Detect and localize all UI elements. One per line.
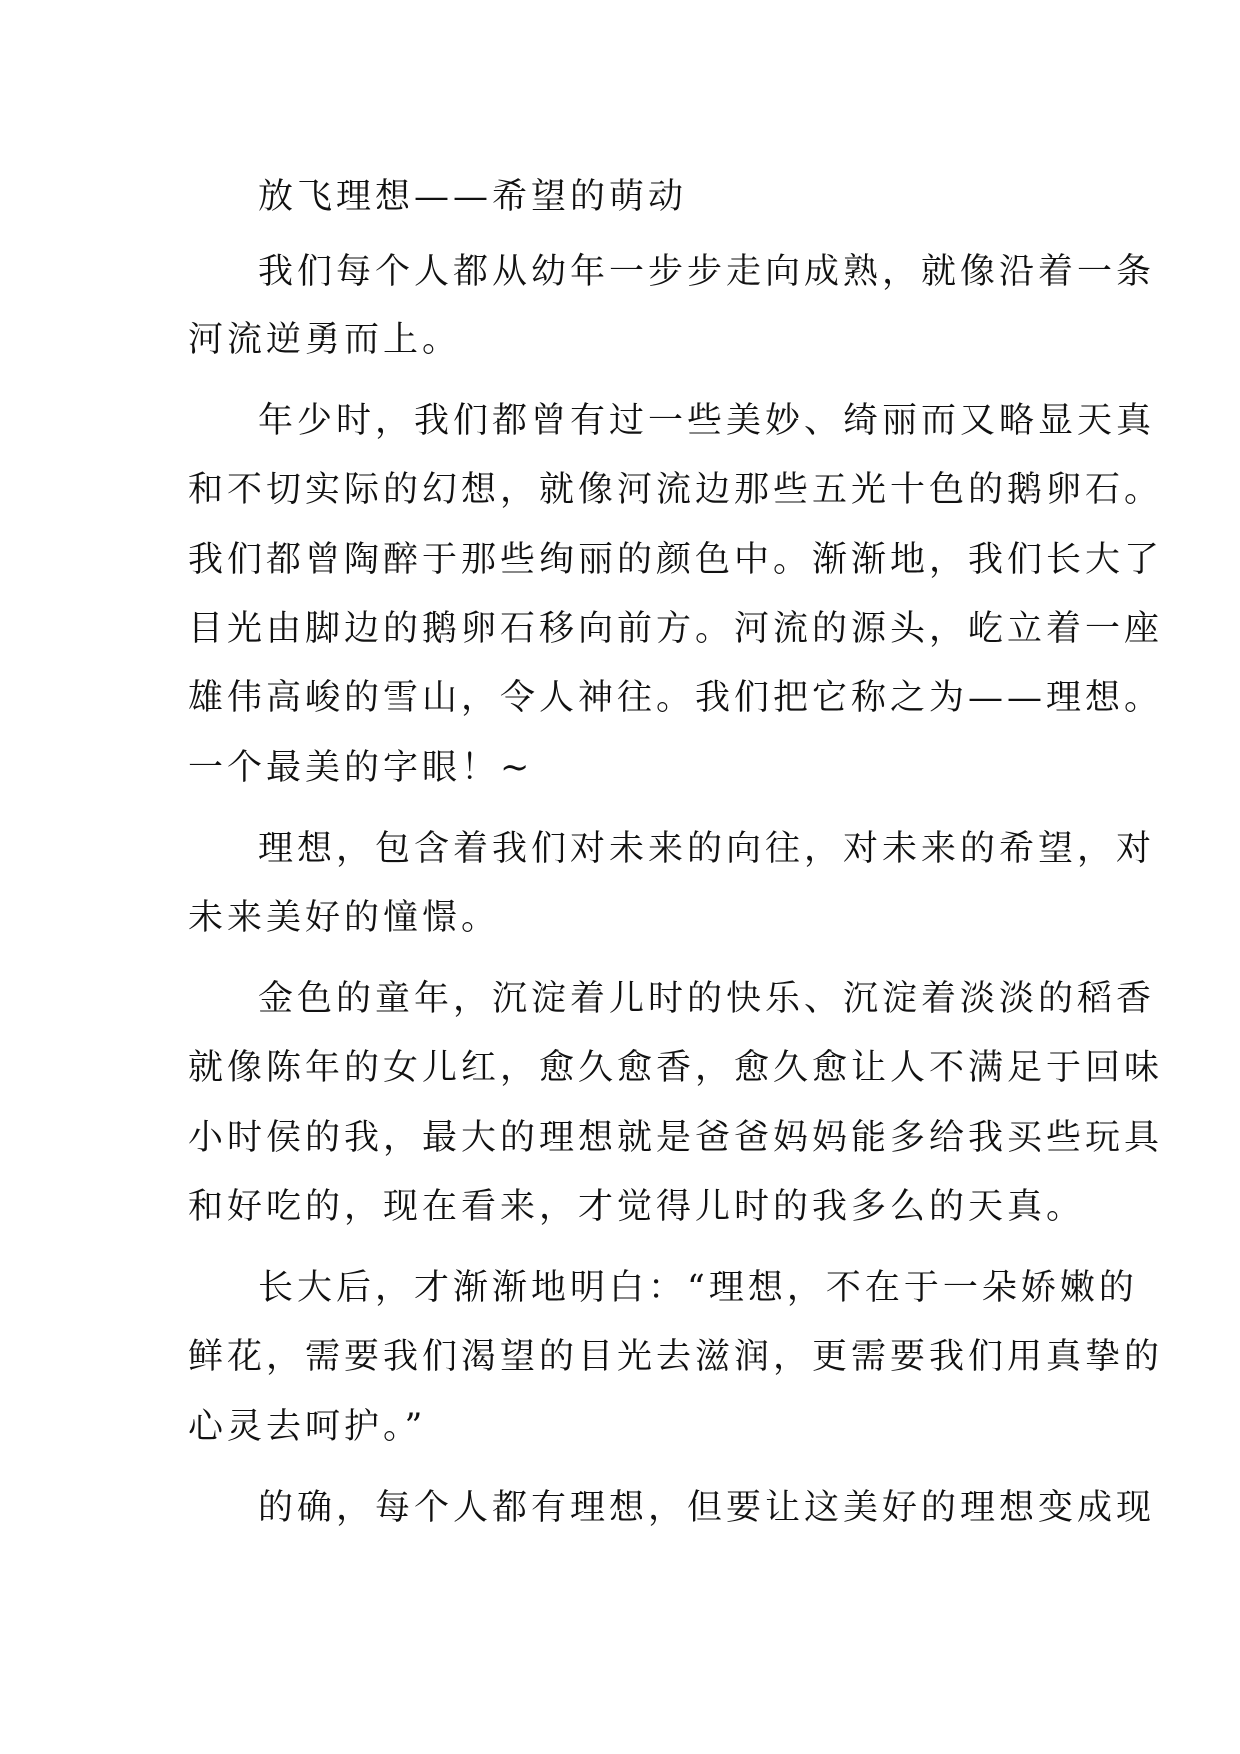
text-line: 我们每个人都从幼年一步步走向成熟，就像沿着一条 — [258, 252, 1156, 292]
text-line: 未来美好的憧憬。 — [188, 898, 501, 938]
text-line: 我们都曾陶醉于那些绚丽的颜色中。渐渐地，我们长大了 — [188, 540, 1164, 580]
text-line: 年少时，我们都曾有过一些美妙、绮丽而又略显天真 — [258, 401, 1156, 441]
text-line: 就像陈年的女儿红，愈久愈香，愈久愈让人不满足于回味 — [188, 1048, 1164, 1088]
text-line: 一个最美的字眼！~ — [188, 748, 534, 788]
text-line: 理想，包含着我们对未来的向往，对未来的希望，对 — [258, 829, 1156, 869]
text-line: 雄伟高峻的雪山，令人神往。我们把它称之为——理想。 — [188, 678, 1164, 718]
text-line: 的确，每个人都有理想，但要让这美好的理想变成现 — [258, 1488, 1156, 1528]
document-title: 放飞理想——希望的萌动 — [258, 177, 688, 217]
text-line: 河流逆勇而上。 — [188, 320, 462, 360]
text-line: 长大后，才渐渐地明白：“理想，不在于一朵娇嫩的 — [258, 1268, 1138, 1308]
text-line: 鲜花，需要我们渴望的目光去滋润，更需要我们用真挚的 — [188, 1337, 1164, 1377]
text-line: 目光由脚边的鹅卵石移向前方。河流的源头，屹立着一座 — [188, 609, 1164, 649]
text-line: 小时侯的我，最大的理想就是爸爸妈妈能多给我买些玩具 — [188, 1118, 1164, 1158]
text-line: 和不切实际的幻想，就像河流边那些五光十色的鹅卵石。 — [188, 470, 1164, 510]
text-line: 金色的童年，沉淀着儿时的快乐、沉淀着淡淡的稻香 — [258, 979, 1156, 1019]
text-line: 和好吃的，现在看来，才觉得儿时的我多么的天真。 — [188, 1187, 1086, 1227]
text-line: 心灵去呵护。” — [188, 1407, 427, 1447]
